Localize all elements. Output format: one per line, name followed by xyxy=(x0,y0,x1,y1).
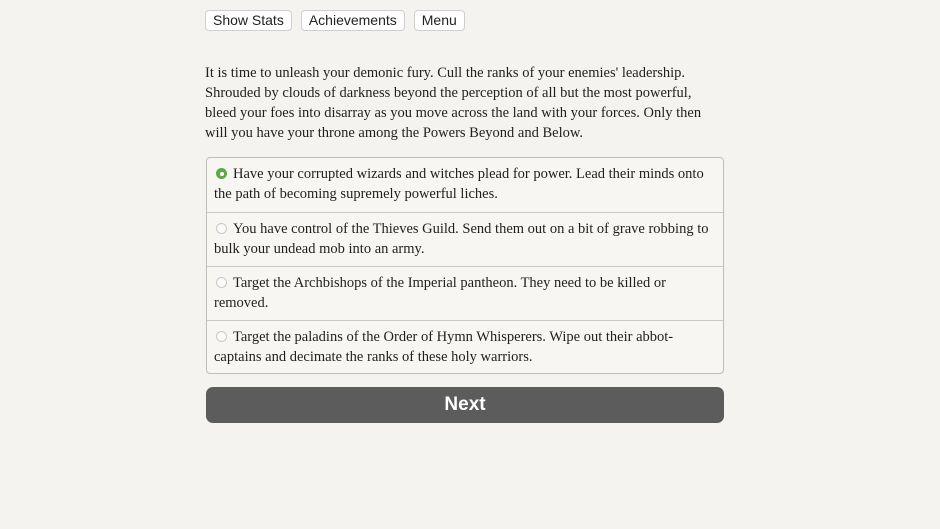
top-toolbar xyxy=(205,10,465,31)
choice-option-1[interactable] xyxy=(207,158,723,212)
choice-label-4: Target the paladins of the Order of Hymn Whisperers. Wipe out their abbot-captains and decimate the ranks of these holy warriors. xyxy=(214,329,674,365)
radio-unselected-icon[interactable] xyxy=(216,277,227,288)
story-text: It is time to unleash your demonic fury. Cull the ranks of your enemies' leadership. Shrouded by clouds of darkness beyond the perception of all but the most powerful, bleed your foes into disarray as you move across the land with your forces. Only then will you have your throne among the Powers Beyond and Below. xyxy=(205,65,702,141)
radio-selected-icon[interactable] xyxy=(216,168,227,179)
choice-option-3[interactable] xyxy=(207,266,723,320)
choice-option-2[interactable] xyxy=(207,212,723,266)
choice-label-1: Have your corrupted wizards and witches plead for power. Lead their minds onto the path of becoming supremely powerful liches. xyxy=(214,166,704,202)
choice-label-3: Target the Archbishops of the Imperial pantheon. They need to be killed or removed. xyxy=(214,275,666,311)
radio-unselected-icon[interactable] xyxy=(216,223,227,234)
choice-label-2: You have control of the Thieves Guild. Send them out on a bit of grave robbing to bulk your undead mob into an army. xyxy=(214,221,709,257)
choice-list xyxy=(206,157,724,374)
show-stats-button[interactable]: Show Stats xyxy=(205,10,292,31)
achievements-button[interactable]: Achievements xyxy=(301,10,405,31)
next-button[interactable]: Next xyxy=(206,387,724,423)
menu-button[interactable]: Menu xyxy=(414,10,465,31)
radio-unselected-icon[interactable] xyxy=(216,331,227,342)
choice-option-4[interactable] xyxy=(207,320,723,374)
